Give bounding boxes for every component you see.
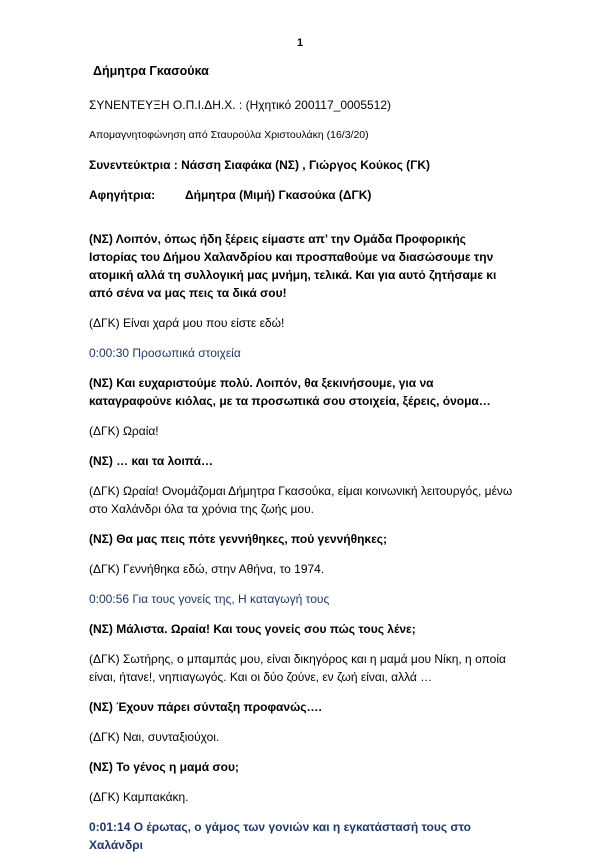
question-2: (ΝΣ) … και τα λοιπά… (89, 454, 214, 468)
question-3: (ΝΣ) Θα μας πεις πότε γεννήθηκες, πού γεννήθηκες; (89, 532, 388, 546)
interviewers-line: Συνεντεύκτρια : Νάσση Σιαφάκα (ΝΣ) , Γιώργος Κούκος (ΓΚ) (89, 158, 431, 172)
answer-6: (ΔΓΚ) Καμπακάκη. (89, 790, 189, 804)
narrator-value: Δήμητρα (Μιμή) Γκασούκα (ΔΓΚ) (185, 188, 372, 202)
narrator-name-heading: Δήμητρα Γκασούκα (93, 64, 209, 78)
intro-question: (ΝΣ) Λοιπόν, όπως ήδη ξέρεις είμαστε απ’ την Ομάδα Προφορικής Ιστορίας του Δήμου Χαλανδρίου και προσπαθούμε να διασώσουμε την ατομική αλλά τη συλλογική μας μνήμη, τελικά. Και για αυτό ζητήσαμε κι από σένα να μας πεις τα δικά σου! (89, 232, 497, 300)
narrator-line (89, 186, 514, 204)
answer-1: (ΔΓΚ) Ωραία! (89, 424, 159, 438)
document-content (89, 62, 514, 854)
narrator-label: Αφηγήτρια: (89, 188, 156, 202)
section-parents-marriage: 0:01:14 Ο έρωτας, ο γάμος των γονιών και η εγκατάστασή τους στο Χαλάνδρι (89, 820, 471, 852)
intro-answer: (ΔΓΚ) Είναι χαρά μου που είστε εδώ! (89, 316, 285, 330)
question-5: (ΝΣ) Έχουν πάρει σύνταξη προφανώς…. (89, 700, 322, 714)
answer-3: (ΔΓΚ) Γεννήθηκα εδώ, στην Αθήνα, το 1974. (89, 562, 325, 576)
question-6: (ΝΣ) Το γένος η μαμά σου; (89, 760, 239, 774)
answer-4: (ΔΓΚ) Σωτήρης, ο μπαμπάς μου, είναι δικηγόρος και η μαμά μου Νίκη, η οποία είναι, ήτανε!, νηπιαγωγός. Και οι δύο ζούνε, εν ζωή είναι, αλλά … (89, 652, 506, 684)
answer-5: (ΔΓΚ) Ναι, συνταξιούχοι. (89, 730, 220, 744)
answer-2: (ΔΓΚ) Ωραία! Ονομάζομαι Δήμητρα Γκασούκα, είμαι κοινωνική λειτουργός, μένω στο Χαλάνδρι όλα τα χρόνια της ζωής μου. (89, 484, 513, 516)
page-number: 1 (296, 37, 304, 49)
transcription-credit: Απομαγνητοφώνηση από Σταυρούλα Χριστουλάκη (16/3/20) (89, 129, 369, 141)
interview-title: ΣΥΝΕΝΤΕΥΞΗ Ο.Π.Ι.ΔΗ.Χ. : (Ηχητικό 200117_0005512) (89, 98, 392, 112)
section-parents-origin: 0:00:56 Για τους γονείς της, Η καταγωγή τους (89, 592, 330, 606)
section-personal-details: 0:00:30 Προσωπικά στοιχεία (89, 346, 241, 360)
question-4: (ΝΣ) Μάλιστα. Ωραία! Και τους γονείς σου πώς τους λένε; (89, 622, 416, 636)
question-1: (ΝΣ) Και ευχαριστούμε πολύ. Λοιπόν, θα ξεκινήσουμε, για να καταγραφούνε κιόλας, με τα προσωπικά σου στοιχεία, ξέρεις, όνομα… (89, 376, 491, 408)
